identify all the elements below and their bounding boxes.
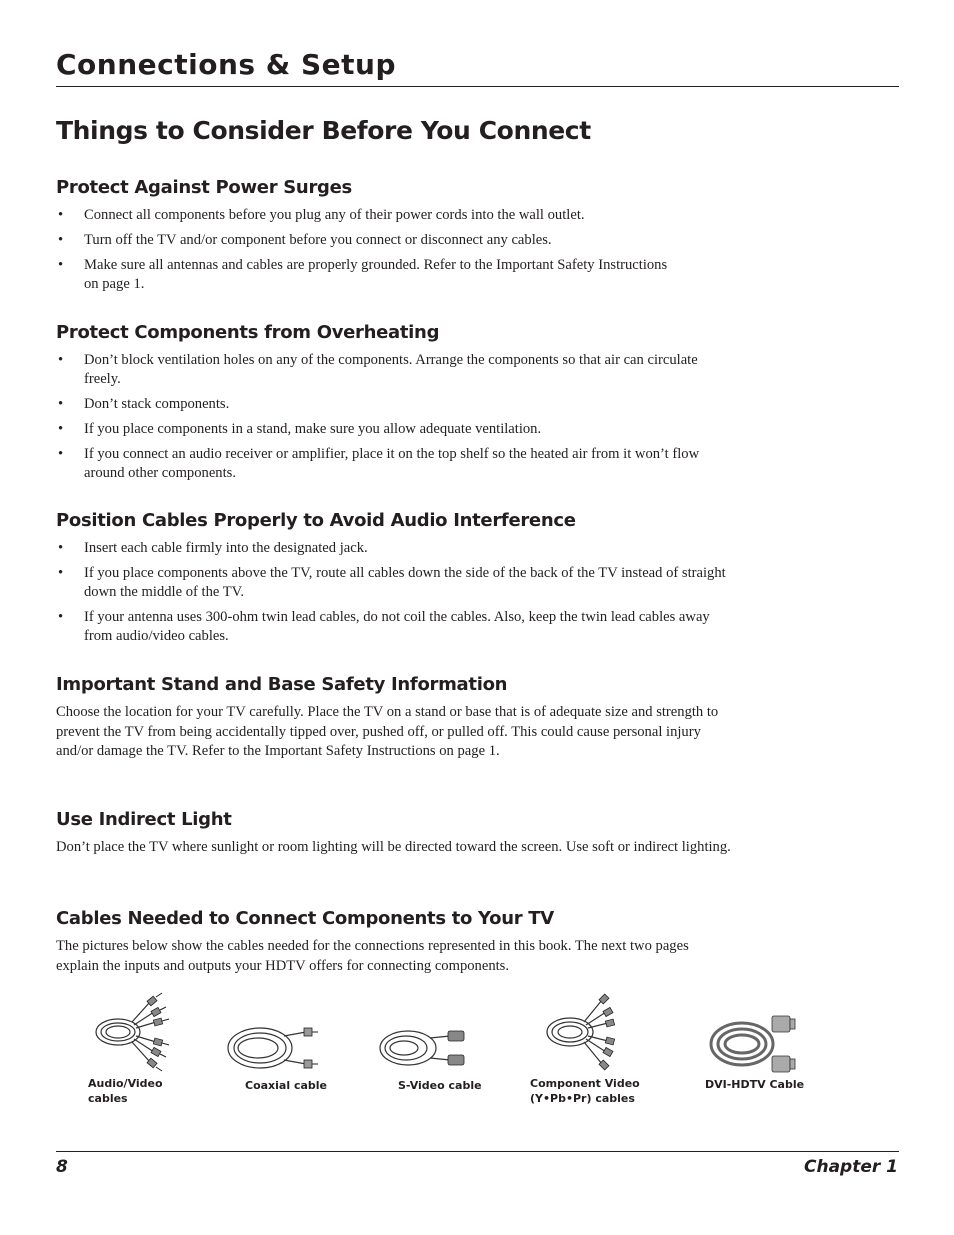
bullet-text: Connect all components before you plug any of their power cords into the wall outlet. — [84, 207, 585, 223]
bullet-mark: • — [58, 232, 64, 248]
bullet-text: If you connect an audio receiver or amplifier, place it on the top shelf so the heated air from it won’t flow around other components. — [84, 446, 700, 481]
dvi-hdtv-cable-icon — [706, 1014, 798, 1074]
section-cable-position — [56, 510, 731, 652]
s-video-cable-icon — [376, 1026, 472, 1070]
page-number: 8 — [56, 1157, 68, 1177]
bullet-text: Insert each cable firmly into the designated jack. — [84, 540, 368, 556]
bullet-mark: • — [58, 609, 64, 625]
section-heading: Cables Needed to Connect Components to Your TV — [56, 908, 554, 929]
bullet-item — [56, 564, 731, 602]
bullet-item — [56, 231, 731, 250]
bullet-item — [56, 351, 731, 389]
footer-rule — [56, 1151, 899, 1152]
bullet-mark: • — [58, 540, 64, 556]
cable-label-dvi-hdtv — [705, 1077, 804, 1092]
cable-label-line: cables — [88, 1092, 128, 1105]
section-heading: Important Stand and Base Safety Information — [56, 674, 508, 695]
section-indirect-light — [56, 809, 731, 858]
section-cables-needed — [56, 908, 731, 976]
section-power-surges — [56, 177, 731, 300]
bullet-mark: • — [58, 446, 64, 462]
cable-label-component-video — [530, 1076, 640, 1106]
bullet-text: Make sure all antennas and cables are properly grounded. Refer to the Important Safety Instructions on page 1. — [84, 257, 668, 292]
cable-label-s-video — [398, 1078, 482, 1093]
cable-label-audio-video — [88, 1076, 163, 1106]
section-heading: Protect Against Power Surges — [56, 177, 352, 198]
bullet-text: If your antenna uses 300-ohm twin lead cables, do not coil the cables. Also, keep the twin lead cables away from audio/video cables. — [84, 609, 710, 644]
cable-label-coaxial — [245, 1078, 327, 1093]
header-title: Connections & Setup — [56, 48, 396, 81]
header-rule — [56, 86, 899, 87]
page-title: Things to Consider Before You Connect — [56, 116, 591, 145]
bullet-text: Don’t stack components. — [84, 396, 230, 412]
cable-label-line: Coaxial cable — [245, 1079, 327, 1092]
bullet-text: If you place components in a stand, make sure you allow adequate ventilation. — [84, 421, 542, 437]
bullet-text: Don’t block ventilation holes on any of the components. Arrange the components so that air can circulate freely. — [84, 352, 698, 387]
bullet-item — [56, 420, 731, 439]
bullet-item — [56, 539, 731, 558]
section-overheating — [56, 322, 731, 489]
section-heading: Use Indirect Light — [56, 809, 232, 830]
bullet-mark: • — [58, 421, 64, 437]
bullet-item — [56, 395, 731, 414]
bullet-mark: • — [58, 352, 64, 368]
bullet-text: Turn off the TV and/or component before you connect or disconnect any cables. — [84, 232, 552, 248]
bullet-mark: • — [58, 207, 64, 223]
bullet-item — [56, 256, 731, 294]
bullet-item — [56, 608, 731, 646]
section-paragraph: Choose the location for your TV carefully. Place the TV on a stand or base that is of adequate size and strength to prevent the TV from being accidentally tipped over, pushed off, or pulled off. This could cause personal injury and/or damage the TV. Refer to the Important Safety Instructions on page 1. — [56, 704, 719, 760]
cable-label-line: Component Video — [530, 1077, 640, 1090]
component-video-cable-icon — [542, 992, 626, 1072]
section-stand-safety — [56, 674, 731, 762]
cable-label-line: S-Video cable — [398, 1079, 482, 1092]
bullet-mark: • — [58, 396, 64, 412]
section-heading: Protect Components from Overheating — [56, 322, 440, 343]
section-heading: Position Cables Properly to Avoid Audio Interference — [56, 510, 576, 531]
chapter-label: Chapter 1 — [803, 1157, 898, 1177]
cable-label-line: DVI-HDTV Cable — [705, 1078, 805, 1091]
coaxial-cable-icon — [224, 1022, 320, 1074]
cable-label-line: (Y•Pb•Pr) cables — [530, 1092, 635, 1105]
section-paragraph: Don’t place the TV where sunlight or room lighting will be directed toward the screen. Use soft or indirect lighting. — [56, 839, 731, 855]
bullet-item — [56, 206, 731, 225]
bullet-text: If you place components above the TV, route all cables down the side of the back of the TV instead of straight down the middle of the TV. — [84, 565, 726, 600]
section-paragraph: The pictures below show the cables needed for the connections represented in this book. The next two pages explain the inputs and outputs your HDTV offers for connecting components. — [56, 938, 689, 974]
bullet-item — [56, 445, 731, 483]
bullet-mark: • — [58, 565, 64, 581]
bullet-mark: • — [58, 257, 64, 273]
audio-video-cable-icon — [92, 992, 172, 1072]
cable-label-line: Audio/Video — [88, 1077, 163, 1090]
